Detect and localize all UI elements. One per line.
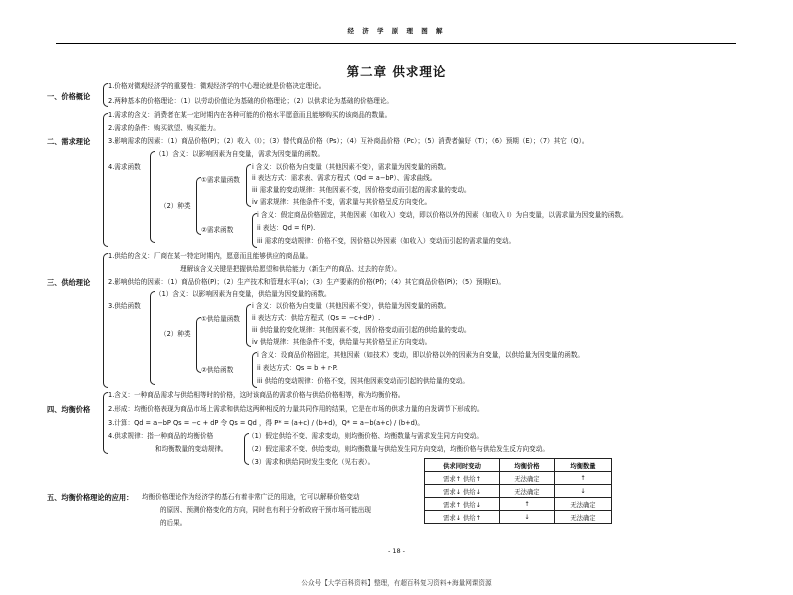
s3-line-3: 3.供给函数 (108, 302, 141, 310)
section-4-label: 四、均衡价格 (47, 405, 91, 414)
table-cell: 需求↓ 供给↑ (425, 511, 500, 524)
s3-f2: ②供给函数 (201, 366, 234, 374)
s3-line-2: 2.影响供给的因素：（1）商品价格(P)；（2）生产技术和管理水平(a)；（3）生产要素的价格(Pf)；（4）其它商品价格(Pi)；（5）预期(E)。 (108, 278, 505, 286)
table-cell: 无法确定 (555, 498, 612, 511)
s4-rule-3: （3）需求和供给同时发生变化（见右表）。 (248, 458, 375, 466)
table-row (425, 511, 612, 524)
table-header: 均衡数量 (555, 459, 612, 472)
section-5-label: 五、均衡价格理论的应用： (47, 493, 134, 502)
page-number: - 18 - (387, 547, 406, 555)
s2-line-2: 2.需求的条件：购买欲望、购买能力。 (108, 124, 220, 132)
s2-line-3: 3.影响需求的因素：（1）商品价格(P)；（2）收入（I）；（3）替代商品价格（Ps）；（4）互补商品价格（Pc）；（5）消费者偏好（T）；（6）预期（E）；（7）其它（Q）。 (108, 137, 589, 145)
s1-line-2: 2.两种基本的价格理论：（1）以劳动价值论为基础的价格理论；（2）以供求论为基础的价格理论。 (108, 97, 394, 105)
table-cell: 无法确定 (500, 485, 555, 498)
table-cell: 需求↑ 供给↓ (425, 498, 500, 511)
s2-kinds: （2）种类 (160, 202, 191, 210)
demand-qty-brace (246, 164, 251, 207)
s4-line-4: 4.供求规律：指一种商品的均衡价格 (108, 432, 214, 440)
s2-f1b: ii 表达方式：需求表、需求方程式（Qd = a−bP）、需求曲线。 (252, 174, 437, 182)
s4-rule-1: （1）假定供给不变、需求变动，则均衡价格、均衡数量与需求发生同方向变动。 (248, 432, 483, 440)
s2-f1: ①需求量函数 (201, 176, 240, 184)
table-cell: 需求↑ 供给↑ (425, 472, 500, 485)
s5-line-2: 的原因、预测价格变化的方向，同时也有利于分析政府干预市场可能出现 (160, 506, 371, 514)
section-3-label: 三、供给理论 (47, 278, 91, 287)
section-2-brace (103, 113, 108, 247)
table-header: 供求同时变动 (425, 459, 500, 472)
s2-f2: ②需求函数 (201, 226, 234, 234)
supply-kinds-brace (196, 317, 201, 373)
s3-line-4: （1）含义：以影响因素为自变量，供给量为因变量的函数。 (155, 290, 331, 298)
s4-line-3: 3.计算：Qd = a−bP Qs = −c + dP 令 Qs = Qd ，得 P* = (a+c) / (b+d)，Q* = a−b(a+c) / (b+d)。 (108, 419, 424, 427)
s3-kinds: （2）种类 (160, 330, 191, 338)
s3-line-1b: 理解该含义关键是把握供给愿望和供给能力（新生产的商品、过去的存货）。 (180, 265, 401, 273)
s4-line-2: 2.形成：均衡价格表现为商品市场上需求和供给这两种相反的力量共同作用的结果，它是在市场的供求力量的自发调节下形成的。 (108, 405, 484, 413)
s4-line-4b: 和均衡数量的变动规律。 (155, 445, 228, 453)
s3-f1: ①供给量函数 (201, 315, 240, 323)
table-cell: 无法确定 (555, 511, 612, 524)
section-1-label: 一、价格概论 (47, 92, 91, 101)
s3-f2c: iii 供给的变动规律：价格不变，因其他因素变动而引起的供给量的变动。 (257, 377, 469, 385)
supply-function-brace (150, 291, 155, 385)
supply-qty-brace (246, 304, 251, 347)
table-row (425, 485, 612, 498)
table-cell: 需求↓ 供给↓ (425, 485, 500, 498)
equilibrium-change-table (424, 458, 612, 524)
s3-f1a: i 含义：以价格为自变量（其他因素不变），供给量为因变量的函数。 (252, 302, 451, 310)
footer-watermark: 公众号【大学百科资料】整理，有超百科复习资料+海量网课资源 (301, 579, 492, 587)
running-header: 经 济 学 原 理 图 解 (347, 27, 446, 35)
table-header: 均衡价格 (500, 459, 555, 472)
s5-line-1: 均衡价格理论作为经济学的基石有着非常广泛的用途，它可以解释价格变动 (142, 493, 360, 501)
s2-f1d: iv 需求规律：其他条件不变，需求量与其价格呈反方向变化。 (252, 198, 432, 206)
s4-rule-2: （2）假定需求不变、供给变动，则均衡数量与供给发生同方向变动，均衡价格与供给发生反方向变动。 (248, 445, 549, 453)
table-row (425, 498, 612, 511)
s3-f2b: ii 表达方式：Qs = b + r·P. (257, 364, 338, 372)
section-2-label: 二、需求理论 (47, 137, 91, 146)
s2-f1a: i 含义：以价格为自变量（其他因素不变），需求量为因变量的函数。 (252, 163, 451, 171)
table-row (425, 472, 612, 485)
table-cell: 无法确定 (500, 472, 555, 485)
header-rule (56, 43, 736, 44)
table-cell: ↑ (555, 472, 612, 485)
table-cell: ↓ (500, 511, 555, 524)
table-cell: ↑ (500, 498, 555, 511)
s2-f2c: iii 需求的变动规律：价格不变，因价格以外因素（如收入）变动而引起的需求量的变动。 (257, 237, 516, 245)
s5-line-3: 的后果。 (160, 519, 187, 527)
s2-f2a: i 含义：假定商品价格固定，其他因素（如收入）变动，即以价格以外的因素（如收入 I）为自变量，以需求量为因变量的函数。 (257, 211, 628, 219)
s2-line-4: 4.需求函数 (108, 163, 141, 171)
s2-line-5: （1）含义：以影响因素为自变量，需求为因变量的函数。 (155, 150, 325, 158)
s3-f2a: i 含义：设商品价格固定，其他因素（如技术）变动，即以价格以外的因素为自变量，以供给量为因变量的函数。 (257, 351, 585, 359)
s3-f1d: iv 供给规律：其他条件不变，供给量与其价格呈正方向变动。 (252, 338, 432, 346)
s2-f2b: ii 表达：Qd = f(P). (257, 224, 316, 232)
s1-line-1: 1.价格对微观经济学的重要性：微观经济学的中心理论就是价格决定理论。 (108, 82, 326, 90)
s4-line-1: 1.含义：一种商品需求与供给相等时的价格，这时该商品的需求价格与供给价格相等，称为均衡价格。 (108, 391, 405, 399)
s2-f1c: iii 需求量的变动规律：其他因素不变，因价格变动而引起的需求量的变动。 (252, 186, 471, 194)
table-header-row (425, 459, 612, 472)
s3-f1b: ii 表达方式：供给方程式（Qs = −c+dP）. (252, 314, 381, 322)
s3-line-1: 1.供给的含义：厂商在某一特定时期内，愿意而且能够供应的商品量。 (108, 252, 313, 260)
section-3-brace (103, 253, 108, 388)
demand-function-brace (150, 151, 155, 243)
s3-f1c: iii 供给量的变化规律：其他因素不变，因价格变动而引起的供给量的变动。 (252, 326, 471, 334)
table-cell: ↓ (555, 485, 612, 498)
s2-line-1: 1.需求的含义：消费者在某一定时期内在各种可能的价格水平愿意而且能够购买的该商品的数量。 (108, 111, 392, 119)
chapter-title: 第二章 供求理论 (346, 64, 447, 79)
